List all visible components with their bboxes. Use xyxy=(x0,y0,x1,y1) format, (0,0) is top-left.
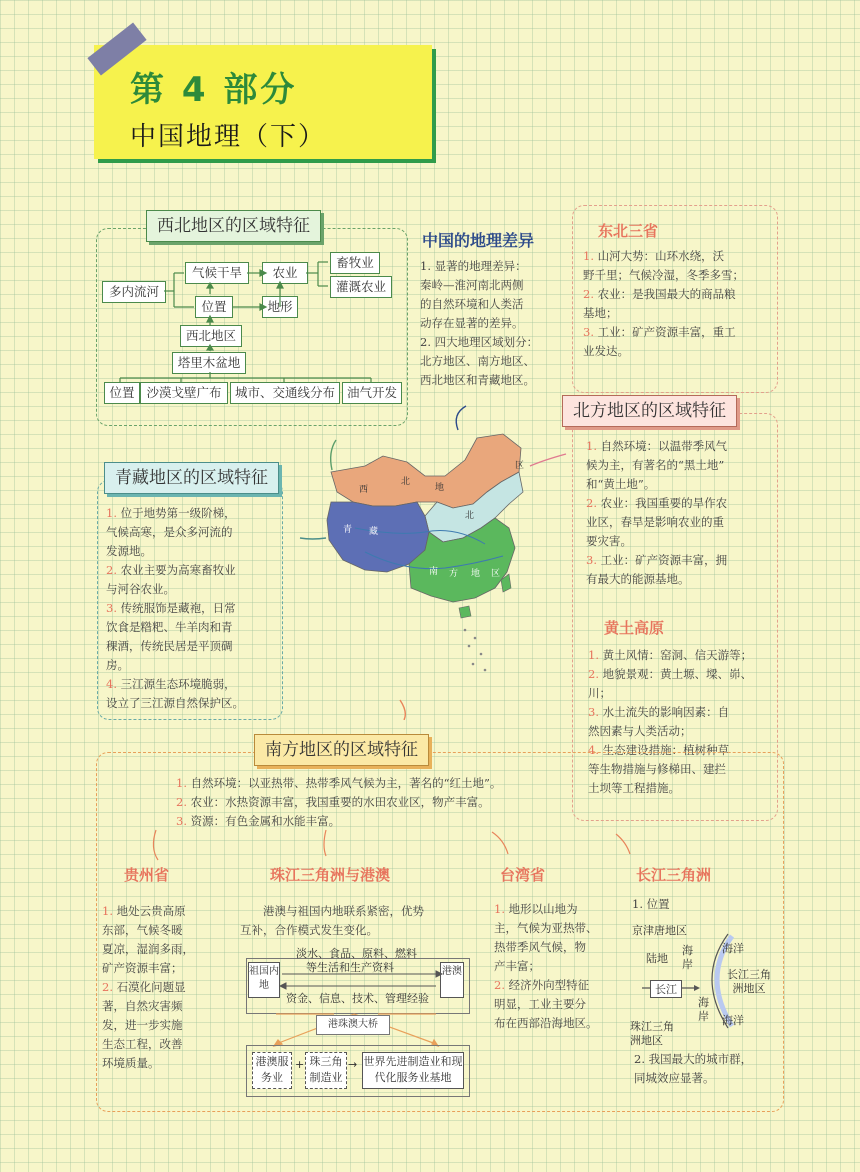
difference-line: 的自然环境和人类活 xyxy=(420,297,524,311)
qingzang-text xyxy=(106,504,282,713)
loess-item: 土坝等工程措施。 xyxy=(588,781,680,795)
arrow-to-northwest xyxy=(331,440,336,470)
difference-line: 秦岭—淮河南北两侧 xyxy=(420,278,524,292)
south-item: 2. 农业：水热资源丰富，我国重要的水田农业区，物产丰富。 xyxy=(176,795,490,809)
guizhou-heading: 贵州省 xyxy=(124,866,170,884)
sea-label-1: 海洋 xyxy=(722,942,744,955)
arrow-to-north xyxy=(530,454,566,466)
sea-label-2: 海洋 xyxy=(722,1014,744,1027)
north-item: 有最大的能源基地。 xyxy=(586,572,690,586)
northeast-item: 1. 山河大势：山环水绕，沃 xyxy=(583,249,725,263)
northwest-heading: 西北地区的区域特征 xyxy=(146,210,321,242)
flow-terrain: 地形 xyxy=(262,296,298,318)
qingzang-item: 房。 xyxy=(106,658,129,672)
qingzang-item: 设立了三江源自然保护区。 xyxy=(106,696,244,710)
yrd-item2-line: 同城效应显著。 xyxy=(634,1071,715,1085)
northeast-text xyxy=(583,247,773,361)
yrd-region-label: 长江三角洲地区 xyxy=(727,968,771,995)
base-box: 世界先进制造业和现代化服务业基地 xyxy=(362,1052,464,1089)
north-text xyxy=(586,437,774,589)
guizhou-item: 1. 地处云贵高原 xyxy=(102,904,186,918)
qingzang-item: 3. 传统服饰是藏袍，日常 xyxy=(106,601,236,615)
coast-label-1: 海岸 xyxy=(682,944,693,971)
guizhou-item: 东部，气候冬暖 xyxy=(102,923,183,937)
prd-intro-line: 港澳与祖国内地联系紧密，优势 xyxy=(263,904,424,918)
flow-bottom-location: 位置 xyxy=(104,382,140,404)
coast-label-2: 海岸 xyxy=(698,996,709,1023)
yrd-item2 xyxy=(634,1050,780,1088)
loess-heading: 黄土高原 xyxy=(604,619,665,637)
bottom-flow-label: 资金、信息、技术、管理经验 xyxy=(286,992,429,1005)
mfg-box: 珠三角制造业 xyxy=(305,1052,347,1089)
flow-region: 西北地区 xyxy=(180,325,242,347)
map-label: 青 xyxy=(343,525,353,535)
flow-dry-climate: 气候干旱 xyxy=(185,262,249,284)
yrd-item2-line: 2. 我国最大的城市群， xyxy=(634,1052,753,1066)
taiwan-item: 明显，工业主要分 xyxy=(494,997,586,1011)
arrow-to-qingzang xyxy=(300,538,326,539)
river-label: 长江 xyxy=(650,980,682,998)
prd-intro xyxy=(240,902,476,940)
difference-line: 动存在显著的差异。 xyxy=(420,316,524,330)
guizhou-item: 发，进一步实施 xyxy=(102,1018,183,1032)
taiwan-item: 1. 地形以山地为 xyxy=(494,902,578,916)
taiwan-item: 布在西部沿海地区。 xyxy=(494,1016,598,1030)
loess-item: 4. 生态建设措施：植树种草 xyxy=(588,743,730,757)
qingzang-item: 4. 三江源生态环境脆弱， xyxy=(106,677,236,691)
difference-line: 西北地区和青藏地区。 xyxy=(420,373,535,387)
arrow-head xyxy=(694,985,700,991)
mainland-box: 祖国内地 xyxy=(248,962,280,998)
map-arrows xyxy=(290,400,580,720)
loess-item: 2. 地貌景观：黄土塬、墚、峁、 xyxy=(588,667,753,681)
northeast-item: 2. 农业：是我国最大的商品粮 xyxy=(583,287,736,301)
qingzang-item: 与河谷农业。 xyxy=(106,582,175,596)
qingzang-item: 2. 农业主要为高寒畜牧业 xyxy=(106,563,236,577)
guizhou-item: 矿产资源丰富； xyxy=(102,961,183,975)
north-item: 要灾害。 xyxy=(586,534,632,548)
map-label: 区 xyxy=(515,461,525,471)
northeast-item: 野千里；气候冷湿，冬季多雪； xyxy=(583,268,744,282)
south-arrows xyxy=(96,820,782,870)
map-label: 区 xyxy=(491,569,501,579)
arrow-to-south xyxy=(400,700,405,720)
qingzang-item: 气候高寒，是众多河流的 xyxy=(106,525,233,539)
arrow-to-difference xyxy=(456,406,466,430)
top-flow-label: 淡水、食品、原料、燃料 xyxy=(296,947,417,960)
taiwan-item: 热带季风气候，物 xyxy=(494,940,586,954)
qingzang-item: 稞酒，传统民居是平顶碉 xyxy=(106,639,233,653)
map-label: 南 xyxy=(429,567,439,577)
yrd-item1: 1. 位置 xyxy=(632,897,670,911)
loess-item: 然因素与人类活动； xyxy=(588,724,692,738)
taiwan-text xyxy=(494,900,618,1033)
flow-cities-transport: 城市、交通线分布 xyxy=(230,382,340,404)
yrd-heading: 长江三角洲 xyxy=(636,866,712,884)
south-item: 3. 资源：有色金属和水能丰富。 xyxy=(176,814,341,828)
qingzang-item: 发源地。 xyxy=(106,544,152,558)
northeast-item: 3. 工业：矿产资源丰富，重工 xyxy=(583,325,736,339)
difference-line: 北方地区、南方地区、 xyxy=(420,354,535,368)
map-label: 北 xyxy=(465,511,475,521)
page-title: 第 4 部分 xyxy=(130,70,298,110)
map-label: 北 xyxy=(401,477,411,487)
map-label: 地 xyxy=(435,483,445,493)
land-label: 陆地 xyxy=(646,952,668,965)
plus-sign: + xyxy=(295,1058,305,1071)
prd-region-label: 珠江三角洲地区 xyxy=(630,1020,674,1047)
northeast-heading: 东北三省 xyxy=(598,222,659,240)
difference-line: 1. 显著的地理差异： xyxy=(420,259,527,273)
qingzang-item: 饮食是糌粑、牛羊肉和青 xyxy=(106,620,233,634)
loess-item: 川； xyxy=(588,686,611,700)
qingzang-heading: 青藏地区的区域特征 xyxy=(104,462,279,494)
guizhou-item: 著，自然灾害频 xyxy=(102,999,183,1013)
jjt-label: 京津唐地区 xyxy=(632,924,687,937)
taiwan-item: 产丰富； xyxy=(494,959,540,973)
guizhou-item: 2. 石漠化问题显 xyxy=(102,980,186,994)
hkmo-box: 港澳 xyxy=(440,962,464,998)
difference-line: 2. 四大地理区域划分： xyxy=(420,335,539,349)
north-item: 业区，春旱是影响农业的重 xyxy=(586,515,724,529)
map-label: 西 xyxy=(359,485,369,495)
flow-irrigated-agriculture: 灌溉农业 xyxy=(330,276,392,298)
flow-inland-rivers: 多内流河 xyxy=(102,281,166,303)
difference-heading: 中国的地理差异 xyxy=(422,231,535,250)
map-label: 地 xyxy=(471,569,481,579)
flow-desert: 沙漠戈壁广布 xyxy=(140,382,228,404)
prd-heading: 珠江三角洲与港澳 xyxy=(270,866,391,884)
map-label: 方 xyxy=(449,569,459,579)
taiwan-item: 2. 经济外向型特征 xyxy=(494,978,590,992)
south-item: 1. 自然环境：以亚热带、热带季风气候为主，著名的“红土地”。 xyxy=(176,776,502,790)
flow-oil-gas: 油气开发 xyxy=(342,382,402,404)
northeast-item: 基地； xyxy=(583,306,618,320)
loess-item: 等生物措施与修梯田、建拦 xyxy=(588,762,726,776)
qingzang-item: 1. 位于地势第一级阶梯， xyxy=(106,506,236,520)
guizhou-text xyxy=(102,902,230,1073)
guizhou-item: 环境质量。 xyxy=(102,1056,160,1070)
north-item: 候为主，有著名的“黑土地” xyxy=(586,458,725,472)
south-heading: 南方地区的区域特征 xyxy=(254,734,429,766)
service-box: 港澳服务业 xyxy=(252,1052,292,1089)
north-item: 和“黄土地”。 xyxy=(586,477,656,491)
guizhou-item: 生态工程，改善 xyxy=(102,1037,183,1051)
flow-location: 位置 xyxy=(195,296,233,318)
arrow-right-icon: → xyxy=(348,1058,358,1071)
north-heading: 北方地区的区域特征 xyxy=(562,395,737,427)
north-item: 1. 自然环境：以温带季风气 xyxy=(586,439,728,453)
taiwan-item: 主，气候为亚热带、 xyxy=(494,921,598,935)
top-flow-label2: 等生活和生产资料 xyxy=(306,961,394,974)
flow-animal-husbandry: 畜牧业 xyxy=(330,252,380,274)
guizhou-item: 夏凉，湿润多雨， xyxy=(102,942,194,956)
north-item: 3. 工业：矿产资源丰富，拥 xyxy=(586,553,728,567)
taiwan-heading: 台湾省 xyxy=(500,866,546,884)
loess-item: 1. 黄土风情：窑洞、信天游等； xyxy=(588,648,753,662)
bridge-box: 港珠澳大桥 xyxy=(316,1015,390,1035)
flow-basin: 塔里木盆地 xyxy=(172,352,246,374)
map-label: 藏 xyxy=(369,527,379,537)
prd-intro-line: 互补，合作模式发生变化。 xyxy=(240,923,378,937)
north-item: 2. 农业：我国重要的旱作农 xyxy=(586,496,728,510)
flow-agriculture: 农业 xyxy=(262,262,308,284)
northeast-item: 业发达。 xyxy=(583,344,629,358)
loess-item: 3. 水土流失的影响因素：自 xyxy=(588,705,730,719)
page-subtitle: 中国地理（下） xyxy=(130,122,327,152)
difference-text xyxy=(420,257,570,390)
